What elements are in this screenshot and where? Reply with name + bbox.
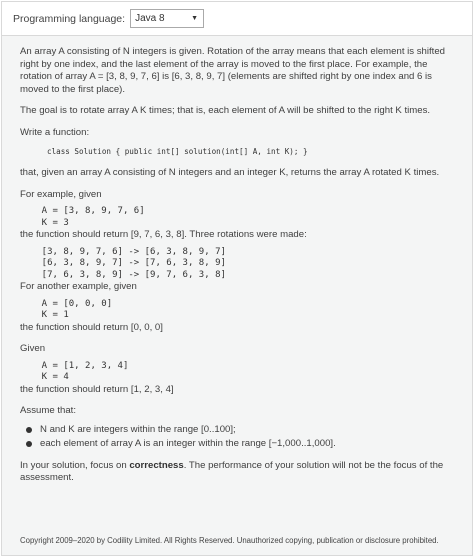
example3-code: [20, 361, 462, 384]
intro-text: An array A consisting of N integers is given. Rotation of the array means that each element is shifted right by one index, and the last element of the array is moved to the first place. For example, the rotation of array A = [3, 8, 9, 7, 6] is [6, 3, 8, 9, 7] (elements are shifted right by one index and 6 is moved to the first place).: [20, 46, 446, 95]
language-label: Programming language:: [13, 12, 126, 25]
example3-intro: Given: [20, 343, 46, 354]
focus-suffix: . The performance of your solution will not be the focus of the assessment.: [20, 459, 444, 483]
write-function-text: Write a function:: [20, 126, 90, 138]
assumption-text: each element of array A is an integer within the range [−1,000..1,000].: [40, 438, 336, 449]
task-description: [1, 35, 473, 556]
task-frame: [1, 1, 473, 556]
list-item: [40, 438, 462, 451]
rotations-code: [20, 247, 462, 282]
example3-result: the function should return [1, 2, 3, 4]: [20, 383, 174, 395]
assumptions-list: [40, 424, 462, 451]
assume-heading: Assume that:: [20, 405, 76, 416]
example2-code: [20, 299, 462, 322]
chevron-down-icon: ▼: [191, 15, 199, 22]
example1-result: the function should return [9, 7, 6, 3, 8]. Three rotations were made:: [20, 229, 307, 240]
code-line: [3, 8, 9, 7, 6] -> [6, 3, 8, 9, 7]: [20, 246, 226, 257]
example1-intro: For example, given: [20, 188, 102, 200]
code-line: A = [0, 0, 0]: [20, 298, 113, 309]
language-value: Java 8: [135, 13, 165, 24]
code-line: A = [3, 8, 9, 7, 6]: [20, 206, 145, 216]
focus-prefix: In your solution, focus on: [20, 459, 130, 471]
example1-code: [20, 206, 462, 229]
bullet-icon: [26, 427, 32, 433]
example2-result: the function should return [0, 0, 0]: [20, 321, 163, 333]
assumption-text: N and K are integers within the range [0..100];: [40, 423, 236, 435]
code-line: A = [1, 2, 3, 4]: [20, 360, 129, 371]
given-description: that, given an array A consisting of N integers and an integer K, returns the array A rotated K times.: [20, 167, 440, 178]
function-signature: class Solution { public int[] solution(int[] A, int K); }: [47, 147, 308, 156]
list-item: [40, 424, 462, 437]
code-line: [6, 3, 8, 9, 7] -> [7, 6, 3, 8, 9]: [20, 258, 226, 268]
goal-text: The goal is to rotate array A K times; that is, each element of A will be shifted to the right K times.: [20, 105, 431, 116]
code-line: K = 3: [20, 217, 69, 228]
language-bar: [1, 1, 473, 35]
focus-bold: correctness: [129, 459, 184, 471]
copyright-notice: Copyright 2009–2020 by Codility Limited. All Rights Reserved. Unauthorized copying, publication or disclosure prohibited.: [20, 536, 439, 545]
code-line: [7, 6, 3, 8, 9] -> [9, 7, 6, 3, 8]: [20, 269, 226, 280]
language-select[interactable]: [130, 9, 204, 28]
code-line: K = 1: [20, 310, 69, 320]
example2-intro: For another example, given: [20, 281, 137, 292]
focus-text: [20, 460, 462, 485]
code-line: K = 4: [20, 372, 69, 382]
bullet-icon: [26, 441, 32, 447]
